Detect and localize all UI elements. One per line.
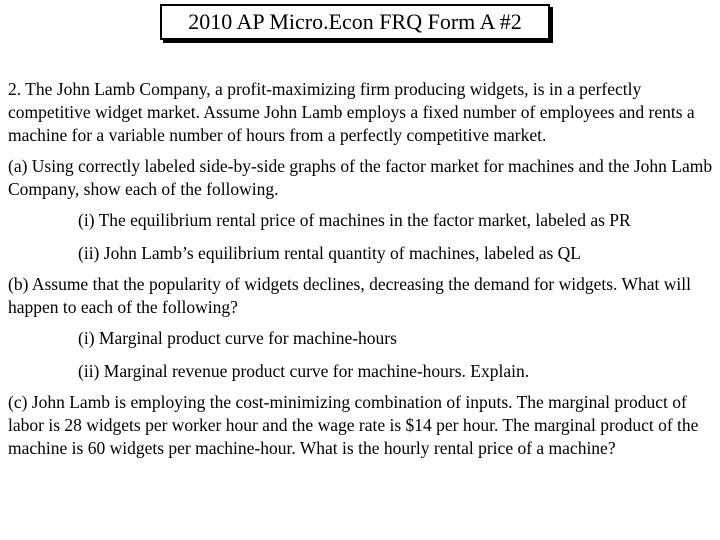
slide-title: 2010 AP Micro.Econ FRQ Form A #2 [188,9,522,34]
question-intro: 2. The John Lamb Company, a profit-maximizing firm producing widgets, is in a perfectly competitive widget market. Assume John Lamb employs a fixed number of employees and rents a machine for a variable number of hours from a perfectly competitive market. [8,79,695,145]
question-part-b: (b) Assume that the popularity of widgets declines, decreasing the demand for widgets. What will happen to each of the following? [8,274,691,317]
question-part-a-i: (i) The equilibrium rental price of machines in the factor market, labeled as PR [78,210,631,230]
question-part-c: (c) John Lamb is employing the cost-minimizing combination of inputs. The marginal product of labor is 28 widgets per worker hour and the wage rate is $14 per hour. The marginal product of the machine is 60 widgets per machine-hour. What is the hourly rental price of a machine? [8,392,699,458]
question-part-b-i: (i) Marginal product curve for machine-hours [78,328,397,348]
question-part-a-ii: (ii) John Lamb’s equilibrium rental quantity of machines, labeled as QL [78,243,581,263]
question-part-b-ii: (ii) Marginal revenue product curve for machine-hours. Explain. [78,361,530,381]
title-box [160,4,550,40]
question-body [8,78,716,468]
question-part-a: (a) Using correctly labeled side-by-side graphs of the factor market for machines and the John Lamb Company, show each of the following. [8,156,713,199]
